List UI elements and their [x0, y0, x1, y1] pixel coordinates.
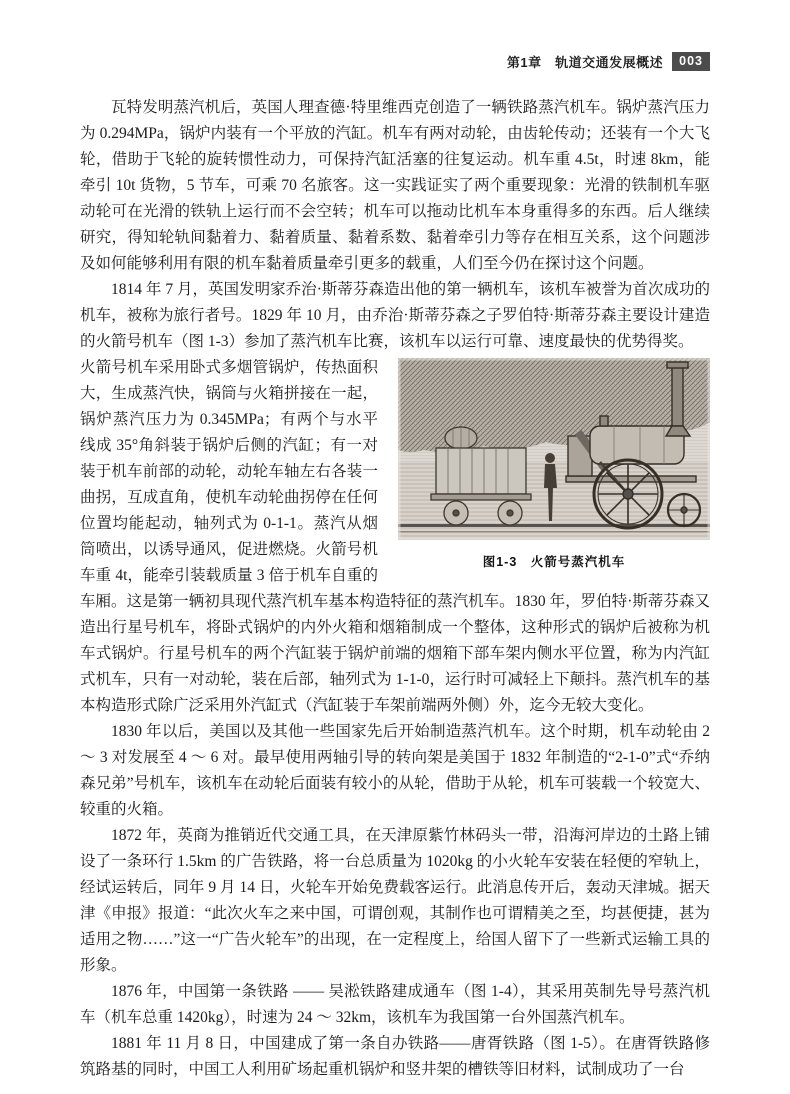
- paragraph-trevithick: 瓦特发明蒸汽机后，英国人理查德·特里维西克创造了一辆铁路蒸汽机车。锅炉蒸汽压力为 0.294MPa，锅炉内装有一个平放的汽缸。机车有两对动轮，由齿轮传动；还装有一个大飞轮，借助于飞轮的旋转惯性动力，可保持汽缸活塞的往复运动。机车重 4.5t，时速 8km，能牵引 10t 货物，5 节车，可乘 70 名旅客。这一实践证实了两个重要现象：光滑的铁制机车驱动轮可在光滑的铁轨上运行而不会空转；机车可以拖动比机车本身重得多的东西。后人继续研究，得知轮轨间黏着力、黏着质量、黏着系数、黏着牵引力等存在相互关系，这个问题涉及如何能够利用有限的机车黏着质量牵引更多的载重，人们至今仍在探讨这个问题。: [80, 99, 710, 272]
- paragraph-usa-locomotives: 1830 年以后，美国以及其他一些国家先后开始制造蒸汽机车。这个时期，机车动轮由 2 ～ 3 对发展至 4 ～ 6 对。最早使用两轴引导的转向架是美国于 1832 年制造的“2-1-0”式“乔纳森兄弟”号机车，该机车在动轮后面装有较小的从轮，借助于从轮，机车可装载一个较宽大、较重的火箱。: [80, 723, 710, 818]
- page-header: [80, 52, 710, 71]
- page-content: [80, 95, 710, 1083]
- paragraph-stephenson-intro: 1814 年 7 月，英国发明家乔治·斯蒂芬森造出他的第一辆机车，该机车被誉为首次成功的机车，被称为旅行者号。1829 年 10 月，由乔治·斯蒂芬森之子罗伯特·斯蒂芬森主要设计建造的火箭号机车（图 1-3）参加了蒸汽机车比赛，该机车以运行可靠、速度最快的优势得奖。: [80, 281, 710, 350]
- paragraph-rocket-body: 火箭号机车采用卧式多烟管锅炉，传热面积大，生成蒸汽快，锅筒与火箱拼接在一起，锅炉蒸汽压力为 0.345MPa；有两个与水平线成 35°角斜装于锅炉后侧的汽缸；有一对装于机车前部的动轮，动轮车轴左右各装一曲拐，互成直角，使机车动轮曲拐停在任何位置均能起动，轴列式为 0-1-1。蒸汽从烟筒喷出，以诱导通风，促进燃烧。火箭号机车重 4t，能牵引装载质量 3 倍于机车自重的车厢。这是第一辆初具现代蒸汽机车基本构造特征的蒸汽机车。1830 年，罗伯特·斯蒂芬森又造出行星号机车，将卧式锅炉的内外火箱和烟箱制成一个整体，这种形式的锅炉后被称为机车式锅炉。行星号机车的两个汽缸装于锅炉前端的烟箱下部车架内侧水平位置，称为内汽缸式机车，只有一对动轮，装在后部，轴列式为 1-1-0，运行时可减轻上下颠抖。蒸汽机车的基本构造形式除广泛采用外汽缸式（汽缸装于车架前端两外侧）外，迄今无较大变化。: [80, 359, 710, 714]
- rocket-locomotive-engraving-image: [398, 358, 710, 540]
- figure-1-3: [398, 358, 710, 575]
- paragraph-tianjin-advert-railway: 1872 年，英商为推销近代交通工具，在天津原紫竹林码头一带，沿海河岸边的土路上铺设了一条环行 1.5km 的广告铁路，将一台总质量为 1020kg 的小火轮车安装在轻便的窄轨上，经试运转后，同年 9 月 14 日，火轮车开始免费载客运行。此消息传开后，轰动天津城。据天津《申报》报道：“此次火车之来中国，可谓创观，其制作也可谓精美之至，均甚便捷，甚为适用之物……”这一“广告火轮车”的出现，在一定程度上，给国人留下了一些新式运输工具的形象。: [80, 827, 710, 974]
- paragraph-tangxu-railway: 1881 年 11 月 8 日，中国建成了第一条自办铁路——唐胥铁路（图 1-5）。在唐胥铁路修筑路基的同时，中国工人利用矿场起重机锅炉和竖井架的槽铁等旧材料，试制成功了一台: [80, 1035, 710, 1078]
- paragraph-wusong-railway: 1876 年，中国第一条铁路 —— 吴淞铁路建成通车（图 1-4），其采用英制先导号蒸汽机车（机车总重 1420kg），时速为 24 ～ 32km，该机车为我国第一台外国蒸汽机车。: [80, 983, 710, 1026]
- page-number-badge: 003: [672, 52, 710, 71]
- figure-caption: 图1-3 火箭号蒸汽机车: [482, 555, 626, 569]
- paragraph-rocket-with-figure: [80, 355, 710, 719]
- chapter-title: 第1章 轨道交通发展概述: [506, 55, 664, 70]
